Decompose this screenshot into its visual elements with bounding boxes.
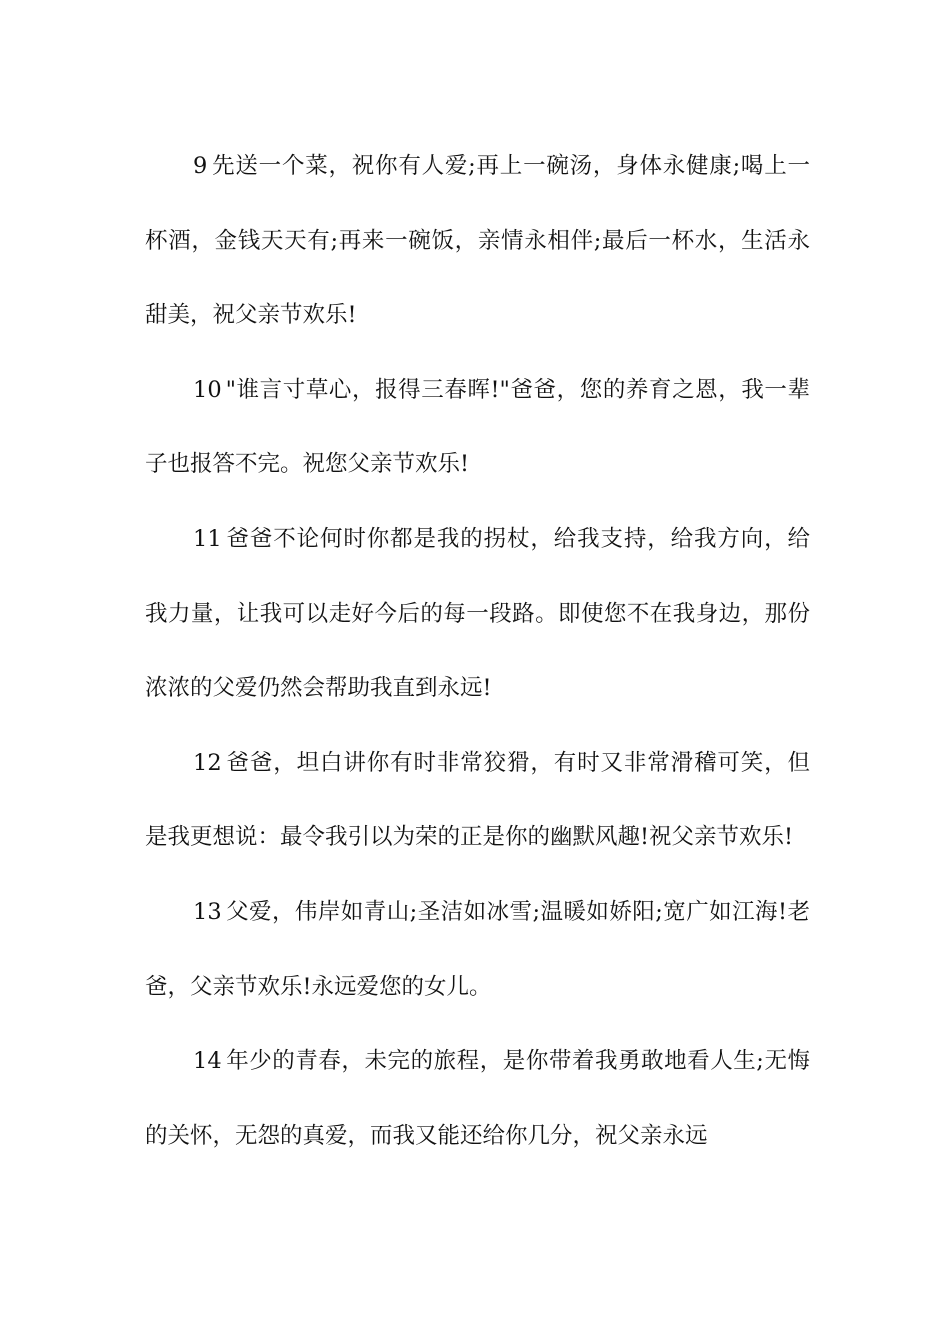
paragraph-number: 9 bbox=[193, 153, 208, 179]
paragraph-12 bbox=[145, 726, 810, 875]
paragraph-text: "谁言寸草心，报得三春晖!"爸爸，您的养育之恩，我一辈子也报答不完。祝您父亲节欢乐! bbox=[145, 376, 810, 478]
document-body bbox=[145, 129, 810, 1173]
paragraph-text: 年少的青春，未完的旅程，是你带着我勇敢地看人生;无悔的关怀，无怨的真爱，而我又能还给你几分，祝父亲永远 bbox=[145, 1048, 810, 1149]
paragraph-text: 先送一个菜，祝你有人爱;再上一碗汤，身体永健康;喝上一杯酒，金钱天天有;再来一碗饭，亲情永相伴;最后一杯水，生活永甜美，祝父亲节欢乐! bbox=[145, 153, 810, 329]
paragraph-text: 爸爸，坦白讲你有时非常狡猾，有时又非常滑稽可笑，但是我更想说：最令我引以为荣的正是你的幽默风趣!祝父亲节欢乐! bbox=[145, 749, 810, 851]
paragraph-text: 爸爸不论何时你都是我的拐杖，给我支持，给我方向，给我力量，让我可以走好今后的每一段路。即使您不在我身边，那份浓浓的父爱仍然会帮助我直到永远! bbox=[145, 525, 810, 702]
paragraph-number: 11 bbox=[193, 525, 222, 552]
paragraph-9 bbox=[145, 129, 810, 353]
paragraph-number: 12 bbox=[193, 749, 222, 776]
paragraph-number: 13 bbox=[193, 898, 222, 925]
paragraph-14 bbox=[145, 1024, 810, 1173]
paragraph-number: 14 bbox=[193, 1048, 222, 1075]
paragraph-number: 10 bbox=[193, 376, 222, 403]
paragraph-13 bbox=[145, 875, 810, 1024]
paragraph-text: 父爱，伟岸如青山;圣洁如冰雪;温暖如娇阳;宽广如江海!老爸，父亲节欢乐!永远爱您的女儿。 bbox=[145, 898, 810, 1000]
paragraph-11 bbox=[145, 502, 810, 726]
paragraph-10 bbox=[145, 353, 810, 502]
